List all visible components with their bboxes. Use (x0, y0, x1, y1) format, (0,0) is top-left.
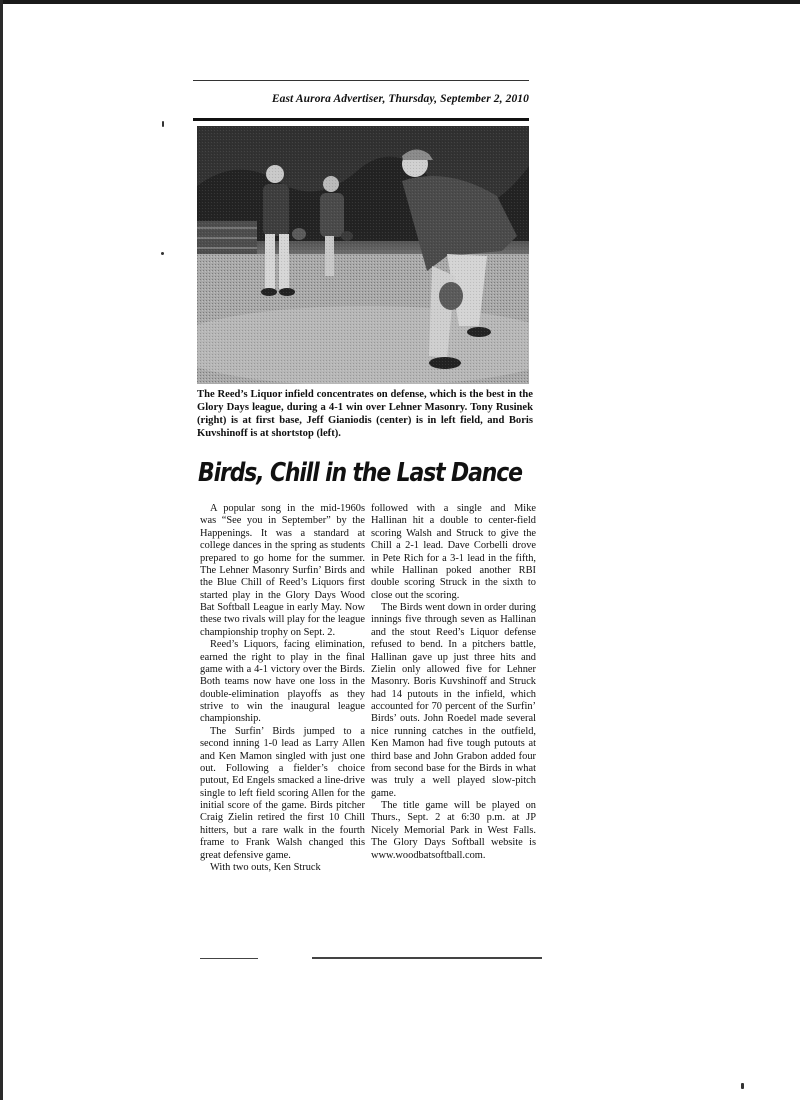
paragraph: With two outs, Ken Struck (210, 861, 321, 873)
paragraph: The Surfin’ Birds jumped to a second inning 1-0 lead as Larry Allen and Ken Mamon singled with just one out. Following a fielder’s choice putout, Ed Engels smacked a line-drive single to left field scoring Allen for the initial score of the game. Birds pitcher Craig Zielin retired the first 10 Chill hitters, but a rare walk in the fourth frame to Frank Walsh changed this great defensive game. (200, 725, 365, 861)
masthead-rule (193, 80, 529, 81)
paragraph: Reed’s Liquors, facing elimination, earned the right to play in the final game with a 4-1 victory over the Birds. Both teams now have one loss in the double-elimination playoffs as they strive to win the inaugural league championship. (200, 639, 365, 725)
scan-edge-top (0, 0, 800, 4)
article-column-2 (371, 503, 536, 862)
paragraph: The Birds went down in order during innings five through seven as Hallinan and the stout Reed’s Liquor defense refused to bend. In a pitchers battle, Hallinan gave up just three hits and Zielin only allowed five for Lehner Masonry. Boris Kuvshinoff and Struck had 14 putouts in the infield, which accounted for 70 percent of the Surfin’ Birds’ outs. John Roedel made several nice running catches in the outfield, Ken Mamon had five tough putouts at third base and John Grabon added four from second base for the Birds in what was truly a well played slow-pitch game. (371, 602, 536, 799)
article-column-1 (200, 503, 365, 874)
paragraph: followed with a single and Mike Hallinan hit a double to center-field scoring Walsh and Struck to give the Chill a 2-1 lead. Dave Corbelli drove in Pete Rich for a 3-1 lead in the fifth, while Hallinan poked another RBI double scoring Struck in the sixth to close out the scoring. (371, 503, 536, 601)
scan-speck (162, 121, 164, 127)
scan-edge-left (0, 0, 3, 1100)
dateline: East Aurora Advertiser, Thursday, September 2, 2010 (271, 93, 529, 105)
article-photo (197, 126, 529, 384)
paragraph: The title game will be played on Thurs., Sept. 2 at 6:30 p.m. at JP Nicely Memorial Park in West Falls. The Glory Days Softball website is www.woodbatsoftball.com. (371, 800, 536, 861)
scan-speck (741, 1083, 744, 1089)
paragraph: A popular song in the mid-1960s was “See you in September” by the Happenings. It was a standard at college dances in the spring as students prepared to go home for the summer. The Lehner Masonry Surfin’ Birds and the Blue Chill of Reed’s Liquors first started play in the Glory Days Wood Bat Softball League in early May. Now these two rivals will play for the league championship trophy on Sept. 2. (200, 503, 365, 638)
bottom-rule-right (312, 957, 542, 959)
photo-top-rule (193, 118, 529, 121)
softball-photo-illustration (197, 126, 529, 384)
headline: Birds, Chill in the Last Dance (198, 458, 522, 488)
photo-caption: The Reed’s Liquor infield concentrates on defense, which is the best in the Glory Days league, during a 4-1 win over Lehner Masonry. Tony Rusinek (right) is at first base, Jeff Gianiodis (center) is in left field, and Boris Kuvshinoff is at shortstop (left). (197, 389, 533, 439)
bottom-rule-left (200, 958, 258, 959)
scan-speck (161, 252, 164, 255)
